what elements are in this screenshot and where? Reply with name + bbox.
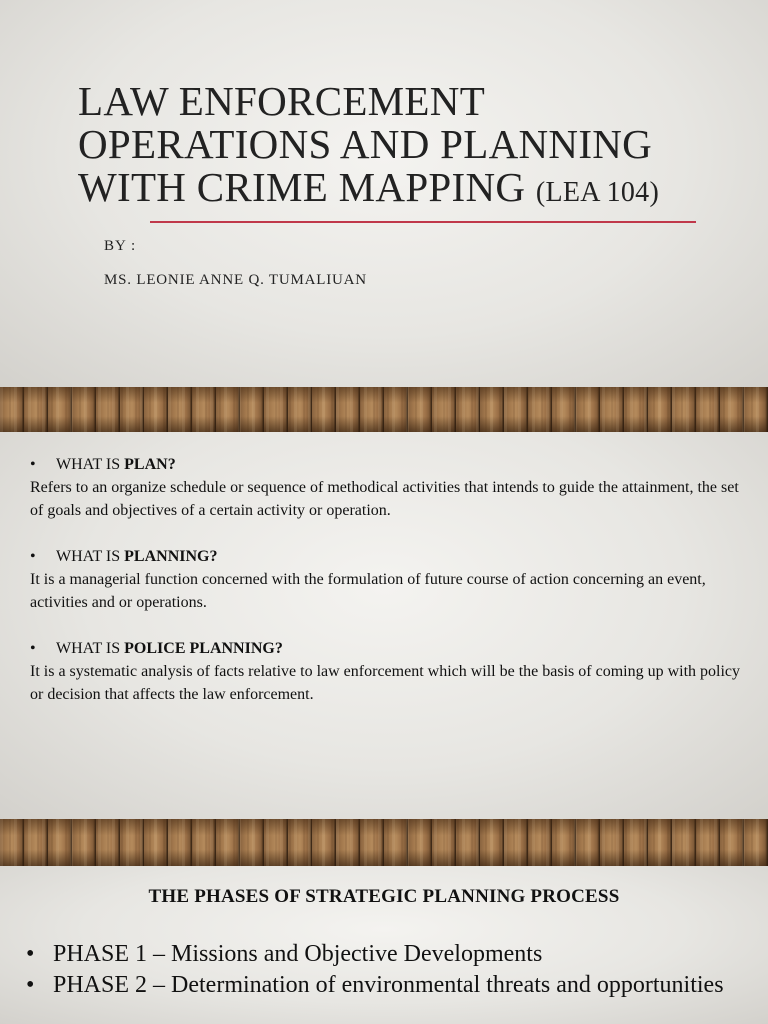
bullet: • (26, 941, 35, 967)
question-prefix: WHAT IS (56, 548, 125, 565)
definition-answer: It is a managerial function concerned with the formulation of future course of action concerning an event, activities and or operations. (30, 571, 706, 611)
author-name: MS. LEONIE ANNE Q. TUMALIUAN (104, 272, 367, 288)
title-slide (0, 0, 768, 387)
phase-text: PHASE 2 – Determination of environmental threats and opportunities (53, 972, 724, 998)
bullet: • (30, 548, 36, 565)
question-prefix: WHAT IS (56, 640, 125, 657)
wood-floor-divider (0, 387, 768, 432)
definition-police-planning (30, 637, 750, 706)
question-term: POLICE PLANNING? (124, 640, 283, 657)
phases-heading: THE PHASES OF STRATEGIC PLANNING PROCESS (148, 886, 620, 907)
list-item (26, 970, 746, 1001)
bullet: • (26, 972, 35, 998)
definition-answer: It is a systematic analysis of facts relative to law enforcement which will be the basis of coming up with policy or decision that affects the law enforcement. (30, 663, 741, 703)
definition-question (30, 545, 750, 568)
definition-plan (30, 453, 750, 522)
definition-answer: Refers to an organize schedule or sequence of methodical activities that intends to guide the attainment, the set of goals and objectives of a certain activity or operation. (30, 479, 739, 519)
title-underline (150, 221, 696, 223)
question-prefix: WHAT IS (56, 456, 125, 473)
by-label: BY : (104, 238, 137, 254)
phase-text: PHASE 1 – Missions and Objective Developments (53, 941, 543, 967)
question-term: PLANNING? (124, 548, 218, 565)
title-main: LAW ENFORCEMENT OPERATIONS AND PLANNING WITH CRIME MAPPING (78, 78, 653, 210)
slide-title (78, 80, 718, 214)
question-term: PLAN? (124, 456, 176, 473)
definition-question (30, 453, 750, 476)
wood-floor-divider (0, 819, 768, 866)
list-item (26, 939, 746, 970)
phases-list (26, 939, 746, 1001)
bullet: • (30, 640, 36, 657)
definition-planning (30, 545, 750, 614)
bullet: • (30, 456, 36, 473)
definition-question (30, 637, 750, 660)
course-code: (LEA 104) (535, 177, 660, 208)
